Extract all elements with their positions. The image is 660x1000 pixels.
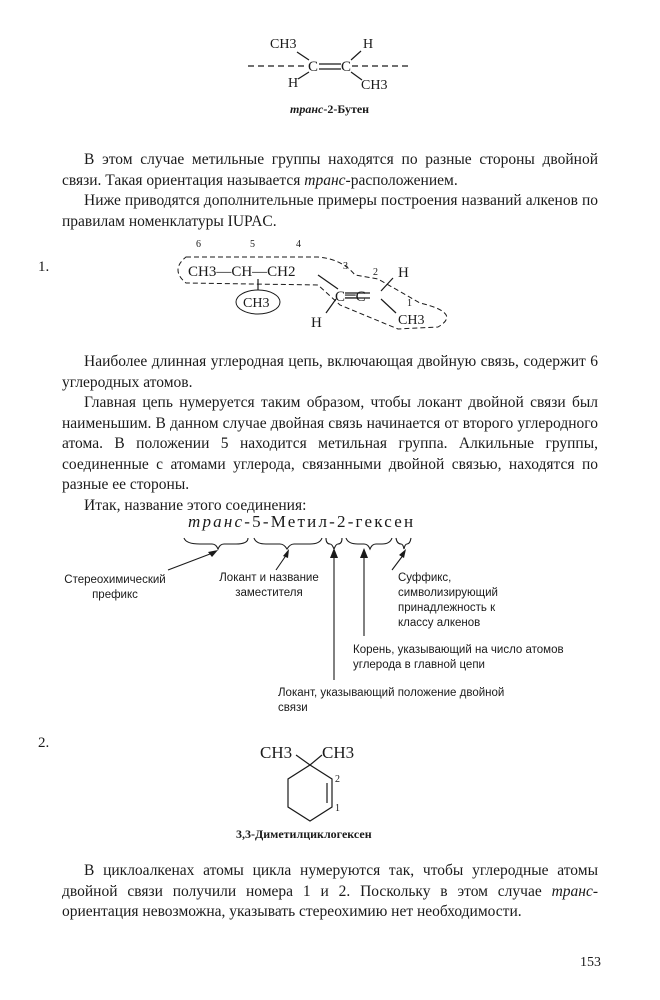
paragraph-numbering: Главная цепь нумеруется таким образом, чтобы локант двойной связи был наименьшим. В данном случае двойная связь начинается от второго углеродного атома. В положении 5 находится метильная группа. Алкильные группы, соединенные с атомами углерода, связанными двойной связью, находятся по разные ее стороны. xyxy=(62,394,598,493)
h-top-label: H xyxy=(363,37,374,52)
locant-3: 3 xyxy=(343,261,348,272)
ch3-bottom-label: CH3 xyxy=(361,78,388,93)
locant-5: 5 xyxy=(250,239,255,250)
locant-6: 6 xyxy=(196,239,201,250)
locant-4: 4 xyxy=(296,239,301,250)
dimethylcyclohexene-structure xyxy=(0,735,660,835)
h-bottom-label: H xyxy=(288,76,299,91)
example-1-number: 1. xyxy=(38,259,50,275)
ring-locant-1: 1 xyxy=(335,803,340,814)
paragraph-longest-chain: Наиболее длинная углеродная цепь, включающая двойную связь, содержит 6 углеродных атомов. xyxy=(62,353,598,391)
ch3-top-label: CH3 xyxy=(270,37,297,52)
compound-name: транс-5-Метил-2-гексен xyxy=(188,512,416,531)
brace-stereo xyxy=(184,538,248,549)
h-left: H xyxy=(311,315,322,331)
carbon-left: C xyxy=(308,59,319,75)
brace-substituent xyxy=(254,538,322,549)
label-stereochemical-prefix: Стереохимический префикс xyxy=(64,574,166,601)
example-2-number: 2. xyxy=(38,735,50,751)
trans-butene-caption: транс-2-Бутен xyxy=(290,102,370,116)
brace-root xyxy=(346,538,392,549)
butene-bonds xyxy=(248,51,412,80)
label-double-bond-locant: Локант, указывающий положение двойной связи xyxy=(278,687,505,714)
carbon-right: C xyxy=(341,59,352,75)
molecule-bonds xyxy=(258,275,396,313)
methyl-group: CH3 xyxy=(243,296,270,311)
label-root: Корень, указывающий на число атомов углерода в главной цепи xyxy=(353,644,564,671)
dimethylcyclohexene-caption: 3,3-Диметилциклогексен xyxy=(236,827,372,841)
locant-2: 2 xyxy=(373,267,378,278)
paragraph-iupac-intro: Ниже приводятся дополнительные примеры построения названий алкенов по правилам номенклатуры IUPAC. xyxy=(62,192,598,230)
methyl-right: CH3 xyxy=(322,743,355,762)
double-bond-carbons: C═C xyxy=(335,289,366,305)
terminal-methyl: CH3 xyxy=(398,313,425,328)
arrow-stereo xyxy=(168,554,210,570)
paragraph-trans-explanation: В этом случае метильные группы находятся по разные стороны двойной связи. Такая ориентация называется транс-расположением. xyxy=(62,151,598,189)
paragraph-name-intro: Итак, название этого соединения: xyxy=(84,497,307,514)
ring-locant-2: 2 xyxy=(335,774,340,785)
main-chain-formula: CH3—CH—CH2 xyxy=(188,264,296,280)
label-suffix: Суффикс, символизирующий принадлежность к классу алкенов xyxy=(398,572,498,629)
brace-suffix xyxy=(396,538,411,549)
locant-1: 1 xyxy=(407,298,412,309)
methyl-left: CH3 xyxy=(260,743,293,762)
paragraph-cycloalkenes: В циклоалкенах атомы цикла нумеруются так, чтобы углеродные атомы двойной связи получили номера 1 и 2. Поскольку в этом случае транс-ориентация невозможна, указывать стереохимию нет необходимости. xyxy=(62,862,598,920)
page-number: 153 xyxy=(580,955,601,970)
methylhexene-structure xyxy=(0,235,660,335)
brace-locant xyxy=(326,538,342,549)
label-substituent: Локант и название заместителя xyxy=(219,572,319,599)
ring-bonds xyxy=(288,755,332,821)
h-right: H xyxy=(398,265,409,281)
